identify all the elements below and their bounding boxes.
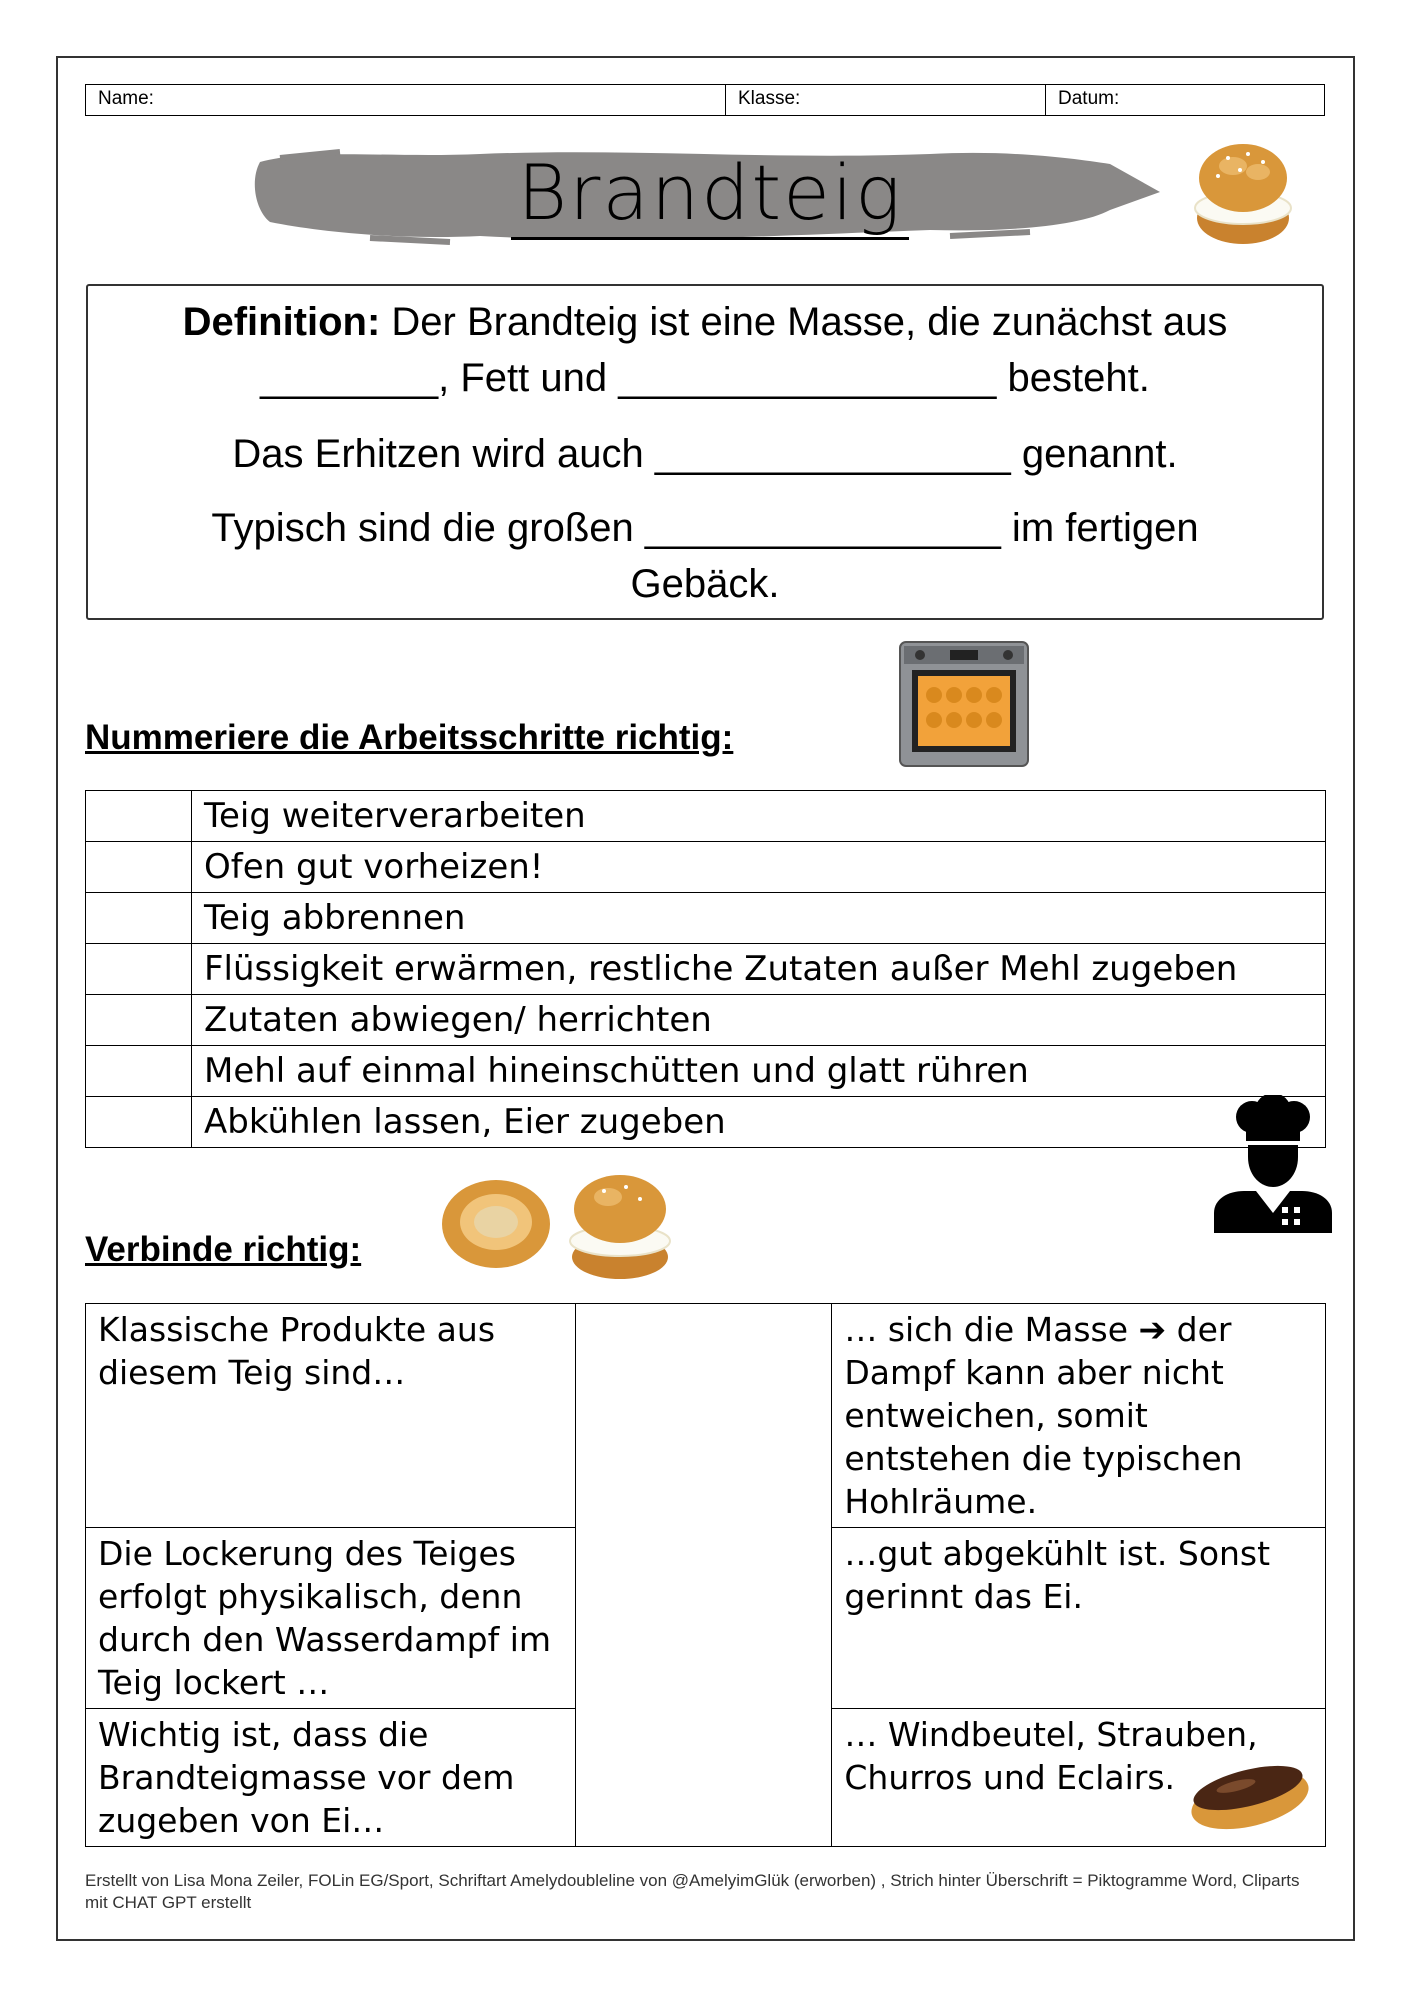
step-number-input[interactable] xyxy=(86,1046,192,1097)
steps-heading: Nummeriere die Arbeitsschritte richtig: xyxy=(85,718,734,757)
table-row xyxy=(86,995,1326,1046)
datum-field[interactable] xyxy=(1046,85,1324,115)
title-banner xyxy=(250,140,1170,250)
step-number-input[interactable] xyxy=(86,1097,192,1148)
footer-credits: Erstellt von Lisa Mona Zeiler, FOLin EG/Sport, Schriftart Amelydoubleline von @AmelyimGlük (erworben) , Strich hinter Überschrift = Piktogramme Word, Cliparts mit CHAT GPT erstellt xyxy=(85,1871,1300,1912)
match-right-item[interactable]: … Windbeutel, Strauben, Churros und Eclairs. xyxy=(832,1709,1326,1847)
step-number-input[interactable] xyxy=(86,842,192,893)
match-right-item[interactable]: … sich die Masse ➔ der Dampf kann aber nicht entweichen, somit entstehen die typischen Hohlräume. xyxy=(832,1304,1326,1528)
name-field[interactable] xyxy=(86,85,726,115)
match-right-item[interactable]: …gut abgekühlt ist. Sonst gerinnt das Ei. xyxy=(832,1528,1326,1709)
cream-puff-icon xyxy=(1188,130,1298,250)
student-info-row xyxy=(85,84,1325,116)
table-row xyxy=(86,944,1326,995)
klasse-field[interactable] xyxy=(726,85,1046,115)
table-row xyxy=(86,842,1326,893)
name-label: Name: xyxy=(98,88,154,109)
klasse-label: Klasse: xyxy=(738,88,801,109)
oven-icon xyxy=(898,640,1030,768)
cream-puff-icon xyxy=(560,1165,680,1283)
step-text: Abkühlen lassen, Eier zugeben xyxy=(192,1097,1326,1148)
step-text: Mehl auf einmal hineinschütten und glatt rühren xyxy=(192,1046,1326,1097)
table-row xyxy=(86,1046,1326,1097)
step-text: Zutaten abwiegen/ herrichten xyxy=(192,995,1326,1046)
chef-icon xyxy=(1212,1095,1334,1235)
match-table xyxy=(85,1303,1326,1847)
eclair-icon xyxy=(1186,1748,1314,1832)
match-left-item[interactable]: Die Lockerung des Teiges erfolgt physikalisch, denn durch den Wasserdampf im Teig lockert … xyxy=(86,1528,576,1709)
definition-line-1 xyxy=(88,294,1322,350)
step-number-input[interactable] xyxy=(86,791,192,842)
table-row xyxy=(86,1304,1326,1528)
match-left-item[interactable]: Wichtig ist, dass die Brandteigmasse vor dem zugeben von Ei… xyxy=(86,1709,576,1847)
definition-line-3: Das Erhitzen wird auch ________________ genannt. xyxy=(232,432,1178,476)
step-text: Flüssigkeit erwärmen, restliche Zutaten außer Mehl zugeben xyxy=(192,944,1326,995)
page-title: Brandteig xyxy=(250,148,1170,237)
match-connect-area[interactable] xyxy=(575,1304,832,1847)
definition-line-4: Typisch sind die großen ________________ im fertigen xyxy=(211,506,1199,550)
steps-table xyxy=(85,790,1326,1148)
table-row xyxy=(86,893,1326,944)
definition-label: Definition: xyxy=(182,300,381,344)
definition-line-2: ________, Fett und _________________ besteht. xyxy=(260,356,1150,400)
table-row xyxy=(86,1097,1326,1148)
step-number-input[interactable] xyxy=(86,995,192,1046)
definition-box xyxy=(86,284,1324,620)
match-left-item[interactable]: Klassische Produkte aus diesem Teig sind… xyxy=(86,1304,576,1528)
datum-label: Datum: xyxy=(1058,88,1120,109)
definition-text-1: Der Brandteig ist eine Masse, die zunächst aus xyxy=(391,300,1228,344)
step-text: Teig abbrennen xyxy=(192,893,1326,944)
step-text: Teig weiterverarbeiten xyxy=(192,791,1326,842)
step-number-input[interactable] xyxy=(86,944,192,995)
step-number-input[interactable] xyxy=(86,893,192,944)
table-row xyxy=(86,791,1326,842)
cream-puff-halves-icon xyxy=(438,1170,558,1276)
match-heading: Verbinde richtig: xyxy=(85,1230,362,1269)
definition-line-5: Gebäck. xyxy=(630,562,780,606)
step-text: Ofen gut vorheizen! xyxy=(192,842,1326,893)
